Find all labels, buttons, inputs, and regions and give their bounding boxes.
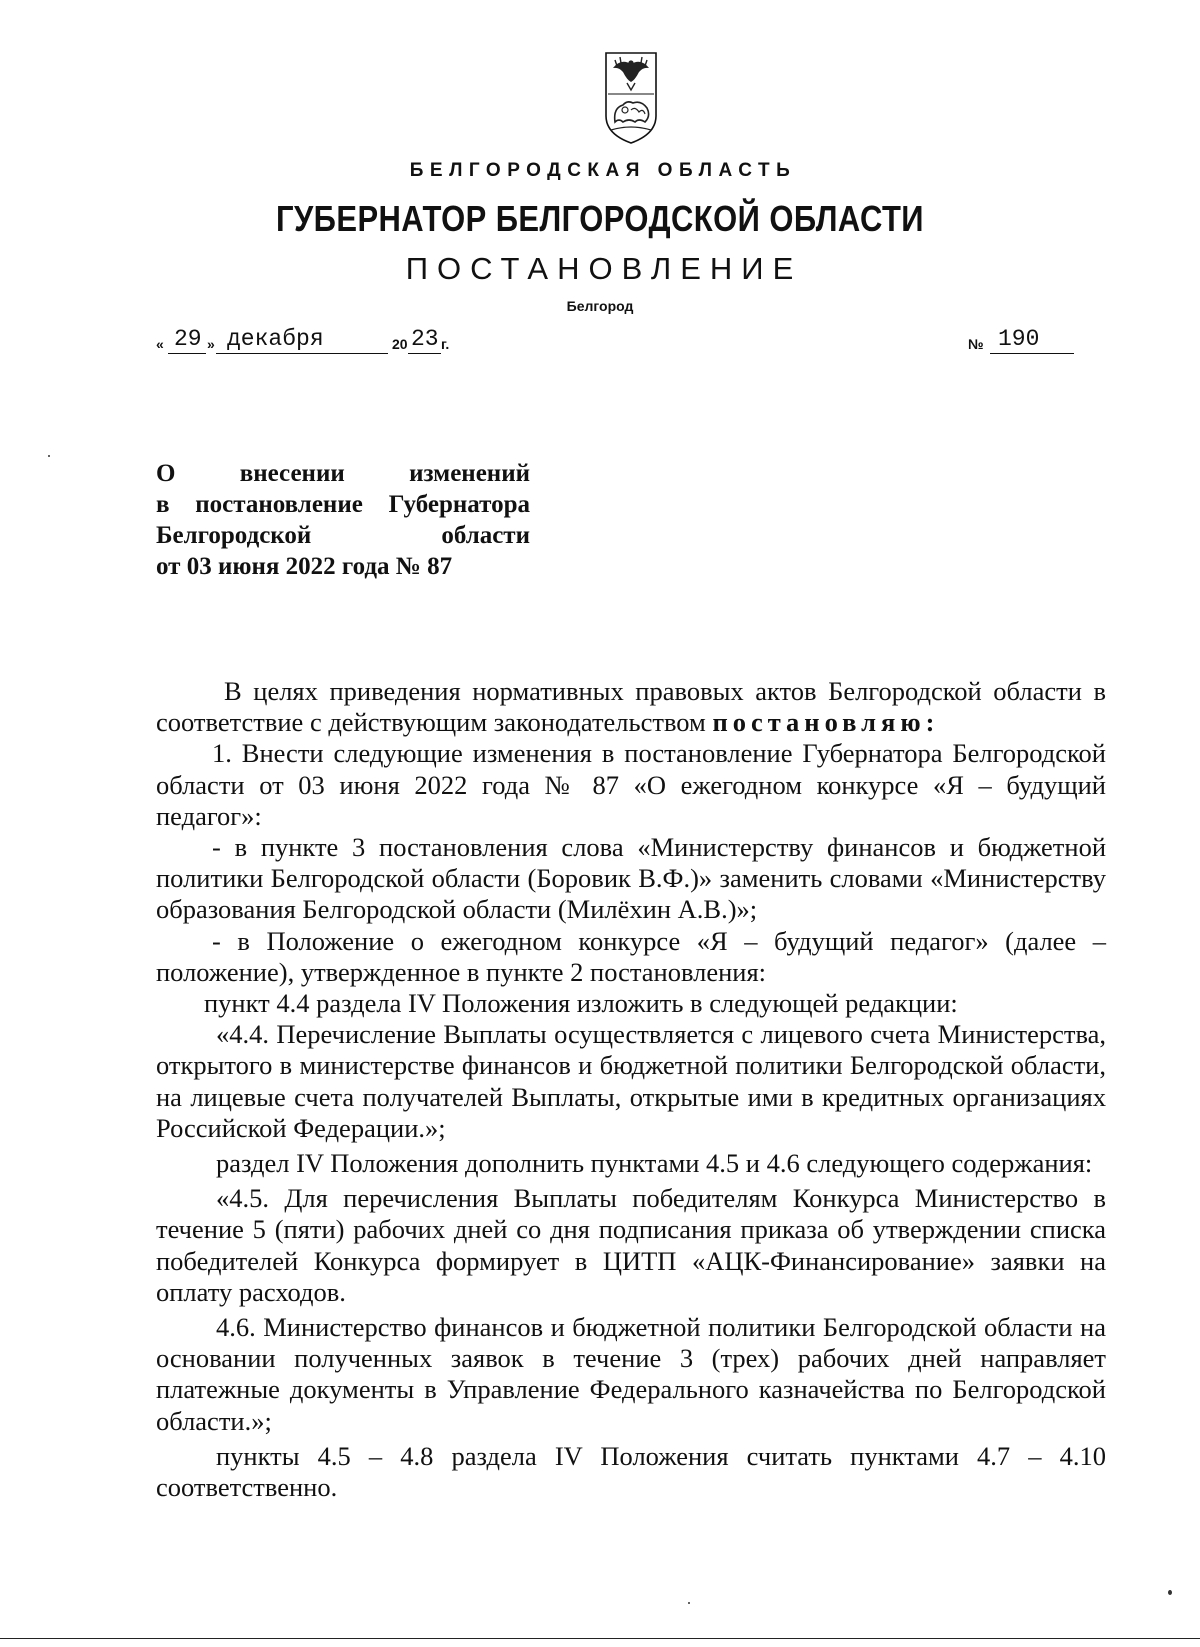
date-century: 20 [392, 336, 408, 352]
body-paragraph-4-4-intro: пункт 4.4 раздела IV Положения изложить в следующей редакции: [204, 988, 958, 1019]
document-number: 190 [998, 326, 1040, 352]
subject-line-4: от 03 июня 2022 года № 87 [156, 553, 453, 580]
body-paragraph-preamble: В целях приведения нормативных правовых актов Белгородской области в соответствие с действующим законодательством постановляю: [156, 676, 1106, 738]
date-month: декабря [227, 326, 324, 352]
date-open-quote: « [156, 336, 164, 352]
subject-line-1: О внесении изменений [156, 460, 531, 487]
body-paragraph-4-6: 4.6. Министерство финансов и бюджетной политики Белгородской области на основании полученных заявок в течение 3 (трех) рабочих дней направляет платежные документы в Управление Федерального казначейства по Белгородской области.»; [156, 1312, 1106, 1436]
date-year: 23 [411, 326, 439, 352]
decree-keyword: постановляю: [712, 707, 940, 738]
number-sign: № [968, 336, 984, 352]
scan-speck [48, 455, 50, 457]
date-day: 29 [174, 326, 202, 352]
document-subject [156, 458, 530, 582]
body-paragraph-regulation: - в Положение о ежегодном конкурсе «Я – будущий педагог» (далее – положение), утвержденное в пункте 2 постановления: [156, 925, 1106, 987]
date-close-quote: » [207, 336, 215, 352]
number-underline [990, 353, 1074, 354]
document-body [156, 676, 1106, 1503]
body-paragraph-section-iv: раздел IV Положения дополнить пунктами 4.5 и 4.6 следующего содержания: [216, 1148, 1093, 1179]
day-underline [168, 353, 206, 354]
subject-line-3: Белгородской области [156, 522, 530, 549]
date-year-suffix: г. [441, 336, 450, 352]
document-type: ПОСТАНОВЛЕНИЕ [405, 251, 803, 286]
date-number-line [156, 326, 1076, 356]
month-underline [216, 353, 388, 354]
body-paragraph-point-3: - в пункте 3 постановления слова «Министерству финансов и бюджетной политики Белгородской области (Боровик В.Ф.)» заменить словами «Министерству образования Белгородской области (Милёхин А.В.)»; [156, 832, 1106, 925]
scan-speck [1168, 1590, 1172, 1595]
scan-speck [688, 1602, 690, 1604]
city-name: Белгород [566, 298, 634, 314]
authority-title: ГУБЕРНАТОР БЕЛГОРОДСКОЙ ОБЛАСТИ [276, 198, 924, 239]
body-paragraph-renumber: пункты 4.5 – 4.8 раздела IV Положения считать пунктами 4.7 – 4.10 соответственно. [156, 1440, 1106, 1503]
region-heading: БЕЛГОРОДСКАЯ ОБЛАСТЬ [409, 160, 797, 181]
subject-line-2: в постановление Губернатора [156, 491, 530, 518]
body-paragraph-item-1: 1. Внести следующие изменения в постановление Губернатора Белгородской области от 03 июня 2022 года № 87 «О ежегодном конкурсе «Я – будущий педагог»: [156, 738, 1106, 831]
page-bottom-rule [0, 1638, 1200, 1639]
year-underline [408, 353, 441, 354]
body-paragraph-4-5: «4.5. Для перечисления Выплаты победителям Конкурса Министерство в течение 5 (пяти) рабочих дней со дня подписания приказа об утверждении списка победителей Конкурса формирует в ЦИТП «АЦК-Финансирование» заявки на оплату расходов. [156, 1183, 1106, 1307]
coat-of-arms-emblem [603, 50, 659, 146]
body-paragraph-4-4: «4.4. Перечисление Выплаты осуществляется с лицевого счета Министерства, открытого в министерстве финансов и бюджетной политики Белгородской области, на лицевые счета получателей Выплаты, открытые ими в кредитных организациях Российской Федерации.»; [156, 1019, 1106, 1143]
